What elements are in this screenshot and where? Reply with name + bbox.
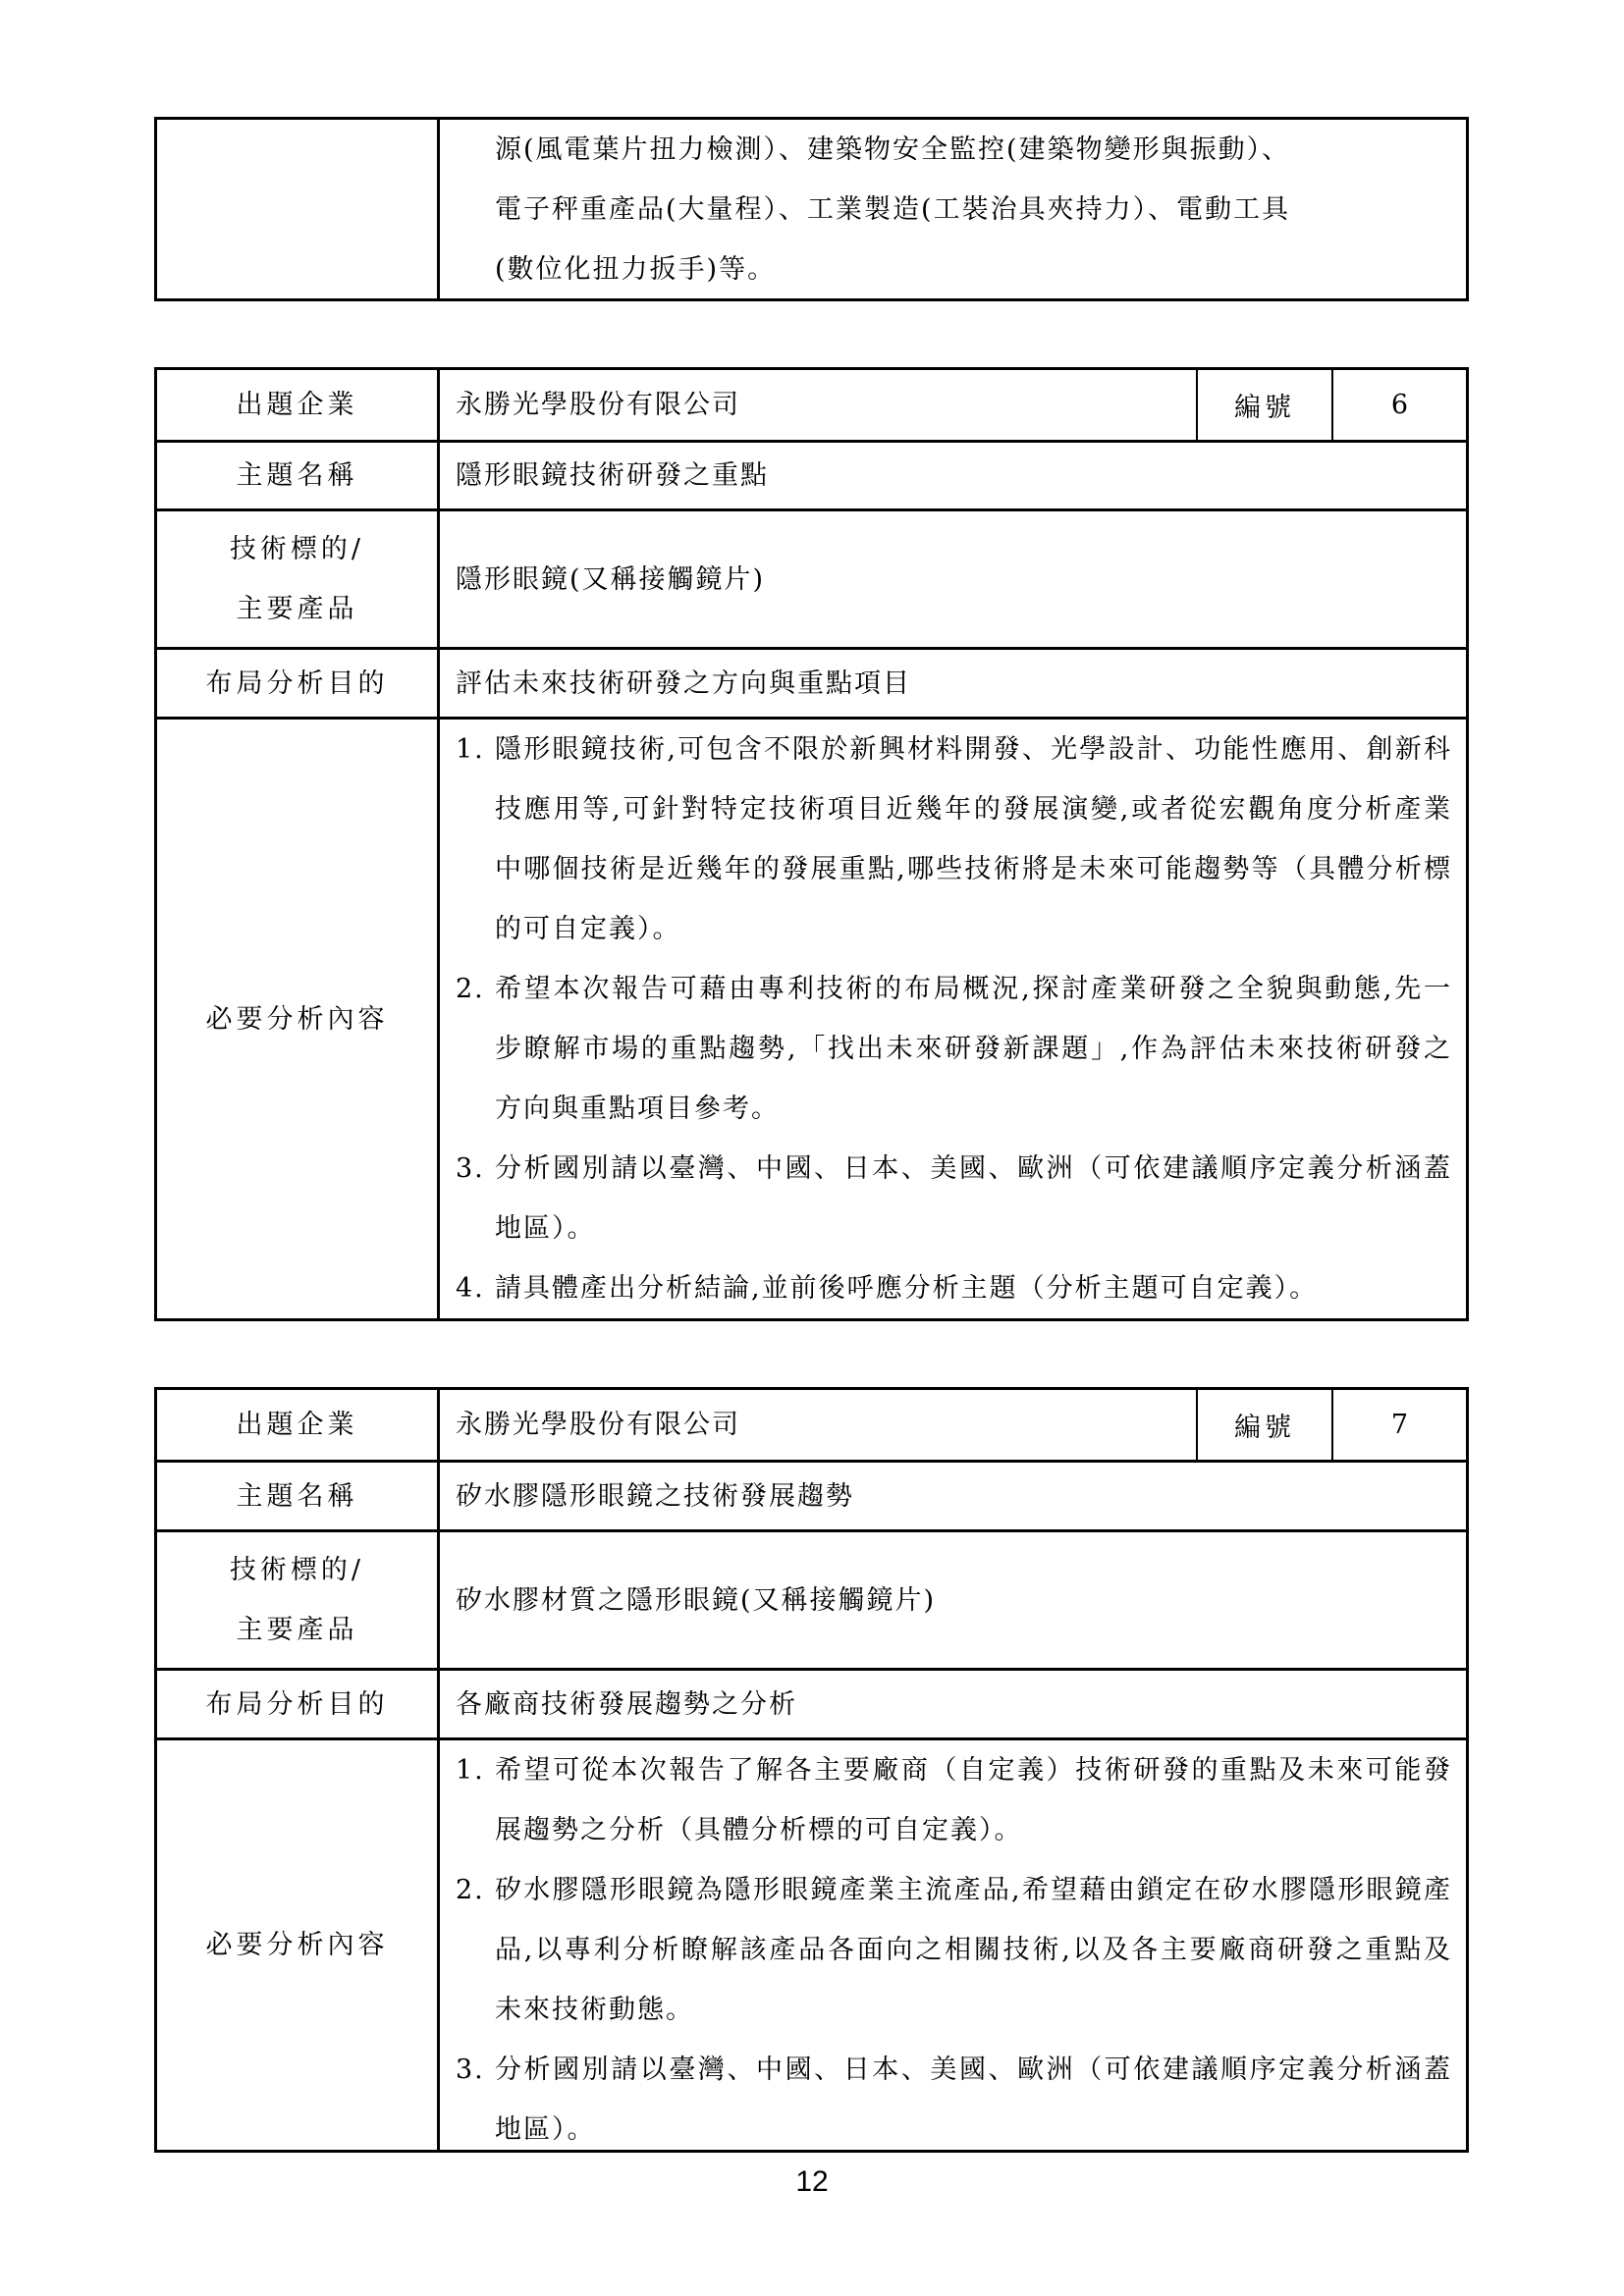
company-value: 永勝光學股份有限公司	[456, 1410, 740, 1440]
topic-value: 隱形眼鏡技術研發之重點	[456, 460, 769, 491]
topic-row	[157, 440, 1466, 508]
content-list	[456, 720, 1452, 1318]
topic-row	[157, 1460, 1466, 1529]
target-label	[157, 1532, 440, 1668]
continued-line: (數位化扭力扳手)等。	[495, 254, 777, 285]
content-row	[157, 1737, 1466, 2150]
company-label: 出題企業	[157, 370, 440, 440]
continued-line: 電子秤重產品(大量程）、工業製造(工裝治具夾持力）、電動工具	[495, 194, 1291, 225]
item-text: 希望可從本次報告了解各主要廠商（自定義）技術研發的重點及未來可能發展趨勢之分析（具體分析標的可自定義）。	[495, 1755, 1452, 1845]
content-row	[157, 717, 1466, 1318]
content-value	[440, 720, 1466, 1318]
continued-table	[154, 117, 1469, 301]
code-value: 6	[1331, 370, 1466, 440]
company-row	[157, 370, 1466, 440]
content-item	[456, 1860, 1452, 2040]
company-row	[157, 1390, 1466, 1460]
purpose-value: 各廠商技術發展趨勢之分析	[456, 1688, 797, 1720]
target-value: 矽水膠材質之隱形眼鏡(又稱接觸鏡片)	[456, 1584, 937, 1616]
target-label-line-1: 技術標的/	[229, 534, 365, 564]
company-label: 出題企業	[157, 1390, 440, 1460]
code-value: 7	[1331, 1390, 1466, 1460]
topic-label: 主題名稱	[157, 1463, 440, 1529]
target-value: 隱形眼鏡(又稱接觸鏡片)	[456, 563, 766, 595]
target-row	[157, 508, 1466, 647]
content-item	[456, 959, 1452, 1139]
purpose-label: 布局分析目的	[157, 650, 440, 717]
purpose-label: 布局分析目的	[157, 1671, 440, 1737]
purpose-row	[157, 647, 1466, 717]
content-item	[456, 1139, 1452, 1258]
continued-row	[157, 120, 1466, 298]
topic-table-6	[154, 367, 1469, 1321]
continued-label-cell	[157, 120, 440, 298]
purpose-row	[157, 1668, 1466, 1737]
code-label: 編號	[1196, 1390, 1331, 1460]
target-label-line-2: 主要產品	[236, 1615, 358, 1645]
code-label: 編號	[1196, 370, 1331, 440]
item-text: 分析國別請以臺灣、中國、日本、美國、歐洲（可依建議順序定義分析涵蓋地區）。	[495, 1153, 1452, 1244]
purpose-value: 評估未來技術研發之方向與重點項目	[456, 667, 911, 699]
item-text: 隱形眼鏡技術,可包含不限於新興材料開發、光學設計、功能性應用、創新科技應用等,可針對特定技術項目近幾年的發展演變,或者從宏觀角度分析產業中哪個技術是近幾年的發展重點,哪些技術將是未來可能趨勢等（具體分析標的可自定義）。	[495, 734, 1452, 944]
topic-value: 矽水膠隱形眼鏡之技術發展趨勢	[456, 1480, 854, 1512]
item-text: 分析國別請以臺灣、中國、日本、美國、歐洲（可依建議順序定義分析涵蓋地區）。	[495, 2055, 1452, 2145]
item-number: 2.	[456, 1875, 485, 1905]
target-label	[157, 511, 440, 647]
content-label: 必要分析內容	[157, 1740, 440, 2150]
content-item	[456, 720, 1452, 959]
content-item	[456, 1740, 1452, 1860]
page-number: 12	[795, 2165, 829, 2198]
continued-line: 源(風電葉片扭力檢測）、建築物安全監控(建築物變形與振動）、	[495, 134, 1291, 165]
item-number: 1.	[456, 1755, 485, 1786]
content-value	[440, 1740, 1466, 2150]
item-text: 矽水膠隱形眼鏡為隱形眼鏡產業主流產品,希望藉由鎖定在矽水膠隱形眼鏡產品,以專利分析瞭解該產品各面向之相關技術,以及各主要廠商研發之重點及未來技術動態。	[495, 1875, 1452, 2025]
content-label: 必要分析內容	[157, 720, 440, 1318]
item-number: 3.	[456, 1153, 485, 1184]
item-number: 4.	[456, 1273, 485, 1304]
item-number: 3.	[456, 2055, 485, 2085]
target-label-line-1: 技術標的/	[229, 1555, 365, 1585]
target-label-line-2: 主要產品	[236, 594, 358, 624]
company-value: 永勝光學股份有限公司	[456, 390, 740, 420]
topic-label: 主題名稱	[157, 443, 440, 508]
content-item	[456, 2040, 1452, 2160]
item-text: 希望本次報告可藉由專利技術的布局概況,探討產業研發之全貌與動態,先一步瞭解市場的重點趨勢,「找出未來研發新課題」,作為評估未來技術研發之方向與重點項目參考。	[495, 974, 1452, 1124]
content-item	[456, 1258, 1452, 1318]
item-text: 請具體產出分析結論,並前後呼應分析主題（分析主題可自定義）。	[495, 1273, 1319, 1304]
target-row	[157, 1529, 1466, 1668]
continued-value-cell	[440, 120, 1466, 298]
content-list	[456, 1740, 1452, 2160]
item-number: 1.	[456, 734, 485, 765]
item-number: 2.	[456, 974, 485, 1004]
topic-table-7	[154, 1387, 1469, 2153]
